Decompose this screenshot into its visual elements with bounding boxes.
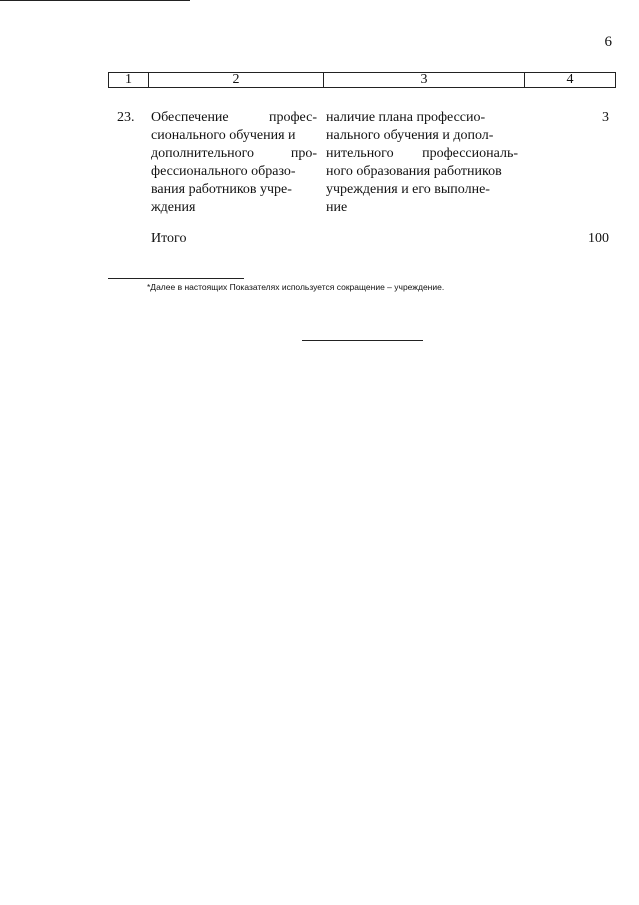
score-value: 3 <box>602 110 609 125</box>
page-number: 6 <box>604 34 612 50</box>
word: профессиональ- <box>422 146 518 161</box>
text-line <box>151 109 317 127</box>
word: нительного <box>326 146 394 161</box>
footnote-rule <box>108 278 244 279</box>
table-header-cell: 2 <box>148 73 323 87</box>
word: про- <box>290 146 317 161</box>
total-label: Итого <box>151 231 187 246</box>
text-line: учреждения и его выполне- <box>326 182 490 197</box>
row-number: 23. <box>117 110 135 125</box>
text-line: ного образования работников <box>326 164 502 179</box>
text-line: фессионального образо- <box>151 164 296 179</box>
word: дополнительного <box>151 146 254 161</box>
text-line: сионального обучения и <box>151 128 296 143</box>
end-rule <box>302 340 423 341</box>
text-line <box>326 145 518 163</box>
text-line: нального обучения и допол- <box>326 128 494 143</box>
text-line: вания работников учре- <box>151 182 292 197</box>
text-line: ждения <box>151 200 196 215</box>
footnote: *Далее в настоящих Показателях используется сокращение – учреждение. <box>147 282 445 292</box>
table-header-cell: 4 <box>524 73 615 87</box>
word: профес- <box>268 110 317 125</box>
criterion-text <box>326 109 518 217</box>
indicator-text <box>151 109 317 217</box>
total-value: 100 <box>588 231 609 246</box>
table-header-row <box>108 72 616 88</box>
word: Обеспечение <box>151 110 229 125</box>
text-line: ние <box>326 200 348 215</box>
text-line <box>151 145 317 163</box>
top-rule <box>0 0 190 1</box>
text-line: наличие плана профессио- <box>326 110 486 125</box>
table-header-cell: 3 <box>323 73 524 87</box>
table-header-cell: 1 <box>125 72 132 87</box>
